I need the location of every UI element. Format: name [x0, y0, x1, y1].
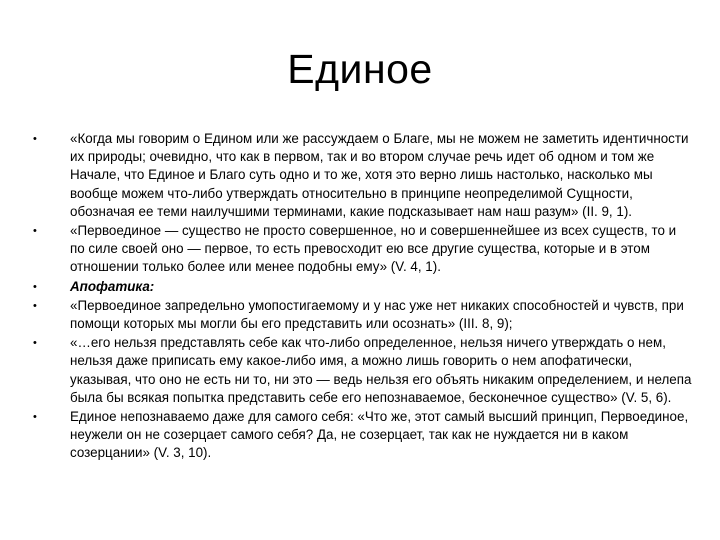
bullet-item	[28, 222, 692, 277]
slide-title: Единое	[287, 46, 433, 92]
bullet-marker: •	[33, 411, 37, 424]
bullet-item	[28, 278, 692, 296]
bullet-text: «Первоединое — существо не просто совершенное, но и совершеннейшее из всех существ, то и по силе своей оно — первое, то есть превосходит ею все другие существа, которые и в этом отношении только более или менее подобны ему» (V. 4, 1).	[70, 223, 677, 275]
bullet-text: «Когда мы говорим о Едином или же рассуждаем о Благе, мы не можем не заметить идентичности их природы; очевидно, что как в первом, так и во втором случае речь идет об одном и том же Начале, что Единое и Благо суть одно и то же, хотя это верно лишь настолько, насколько мы вообще можем что-либо утверждать относительно в принципе неопределимой Сущности, обозначая ее теми наилучшими терминами, какие подсказывает нам наш разум» (II. 9, 1).	[70, 131, 689, 219]
bullet-marker: •	[33, 280, 37, 293]
bullet-item	[28, 408, 692, 463]
bullet-item	[28, 130, 692, 221]
bullet-marker: •	[33, 337, 37, 350]
bullet-marker: •	[33, 299, 37, 312]
bullet-item	[28, 297, 692, 333]
bullet-marker: •	[33, 225, 37, 238]
bullet-marker: •	[33, 133, 37, 145]
bullet-item	[28, 334, 692, 407]
bullet-text: Единое непознаваемо даже для самого себя: «Что же, этот самый высший принцип, Первоединое, неужели он не созерцает самого себя? Да, не созерцает, так как не нуждается ни в каком созерцании» (V. 3, 10).	[70, 409, 689, 461]
bullet-text: «…его нельзя представлять себе как что-либо определенное, нельзя ничего утверждать о нем, нельзя даже приписать ему какое-либо имя, а можно лишь говорить о нем апофатически, указывая, что оно не есть ни то, ни это — ведь нельзя его объять никаким определением, и нелепа была бы всякая попытка представить себе его непознаваемое, бесконечное существо» (V. 5, 6).	[70, 335, 692, 405]
bullet-list	[28, 130, 692, 464]
apophatic-heading: Апофатика:	[70, 278, 155, 294]
bullet-text: «Первоединое запредельно умопостигаемому и у нас уже нет никаких способностей и чувств, при помощи которых мы могли бы его представить или осознать» (III. 8, 9);	[70, 297, 684, 332]
